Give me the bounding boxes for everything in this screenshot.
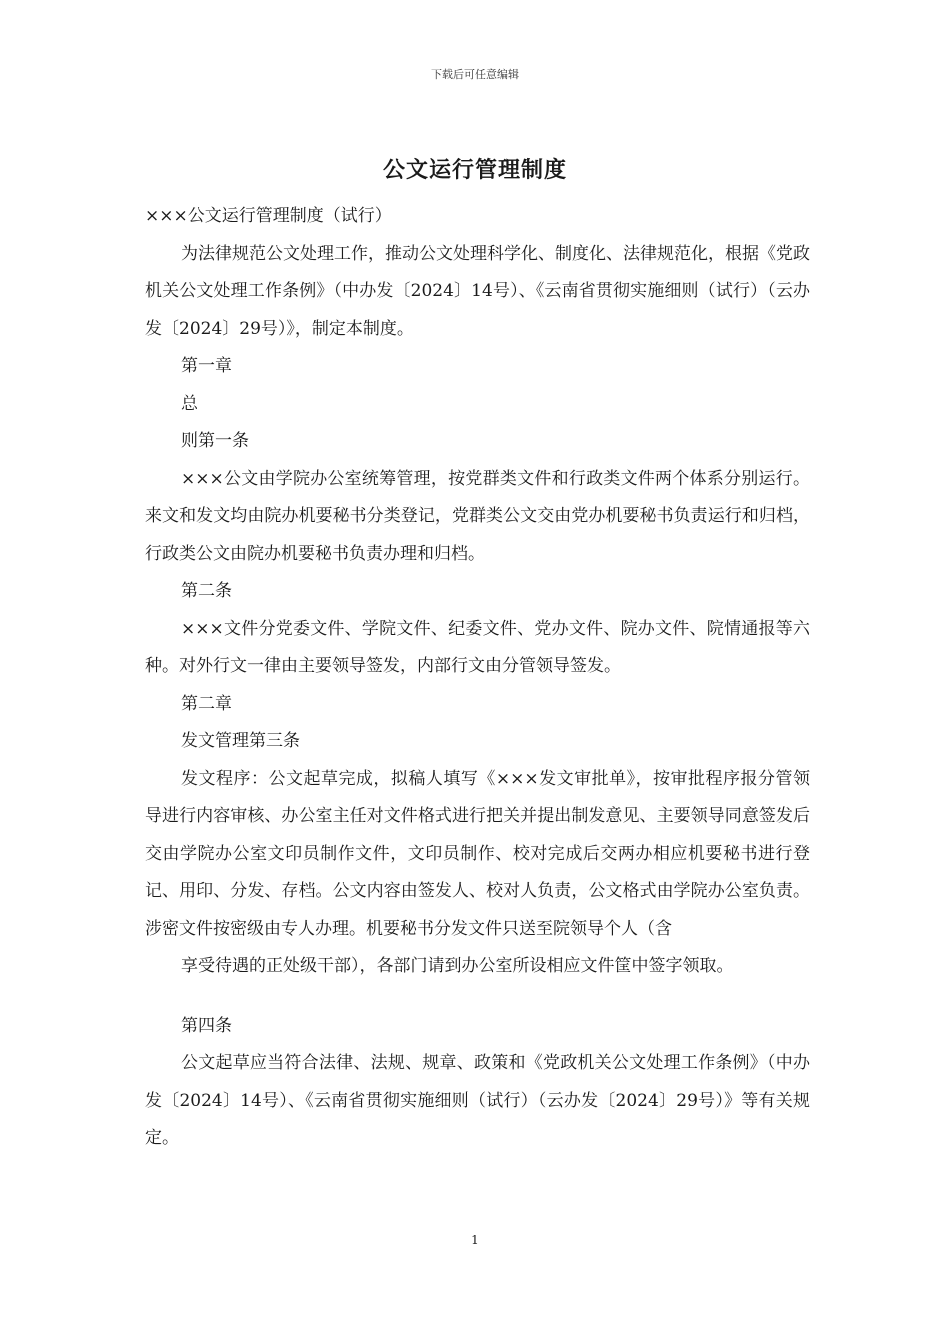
chapter-heading-part: 总 bbox=[181, 393, 198, 414]
page-number: 1 bbox=[471, 1233, 479, 1247]
article-heading: 第四条 bbox=[181, 1015, 232, 1036]
document-body bbox=[145, 198, 810, 1158]
document-title: 公文运行管理制度 bbox=[382, 157, 567, 183]
paragraph-article-1: ×××公文由学院办公室统筹管理，按党群类文件和行政类文件两个体系分别运行。来文和发文均由院办机要秘书分类登记，党群类公文交由党办机要秘书负责运行和归档，行政类公文由院办机要秘书负责办理和归档。 bbox=[145, 468, 810, 564]
paragraph-article-3: 发文程序：公文起草完成，拟稿人填写《×××发文审批单》，按审批程序报分管领导进行内容审核、办公室主任对文件格式进行把关并提出制发意见、主要领导同意签发后交由学院办公室文印员制作文件，文印员制作、校对完成后交两办相应机要秘书进行登记、用印、分发、存档。公文内容由签发人、校对人负责，公文格式由学院办公室负责。涉密文件按密级由专人办理。机要秘书分发文件只送至院领导个人（含 bbox=[145, 768, 810, 939]
article-heading: 则第一条 bbox=[181, 431, 249, 451]
chapter-heading: 第二章 bbox=[181, 693, 232, 714]
paragraph-preamble: 为法律规范公文处理工作，推动公文处理科学化、制度化、法律规范化，根据《党政机关公文处理工作条例》（中办发〔2024〕14号）、《云南省贯彻实施细则（试行）（云办发〔2024〕29号）》，制定本制度。 bbox=[145, 243, 810, 339]
paragraph-article-3-continued: 享受待遇的正处级干部），各部门请到办公室所设相应文件筐中签字领取。 bbox=[181, 956, 734, 976]
header-note: 下载后可任意编辑 bbox=[431, 68, 519, 81]
paragraph-article-4: 公文起草应当符合法律、法规、规章、政策和《党政机关公文处理工作条例》（中办发〔2024〕14号）、《云南省贯彻实施细则（试行）（云办发〔2024〕29号）》等有关规定。 bbox=[145, 1053, 810, 1148]
paragraph-article-2: ×××文件分党委文件、学院文件、纪委文件、党办文件、院办文件、院情通报等六种。对外行文一律由主要领导签发，内部行文由分管领导签发。 bbox=[145, 618, 810, 676]
article-heading: 第二条 bbox=[181, 581, 232, 601]
article-heading: 发文管理第三条 bbox=[181, 731, 300, 751]
document-subtitle: ×××公文运行管理制度（试行） bbox=[145, 206, 392, 226]
chapter-heading: 第一章 bbox=[181, 356, 232, 376]
